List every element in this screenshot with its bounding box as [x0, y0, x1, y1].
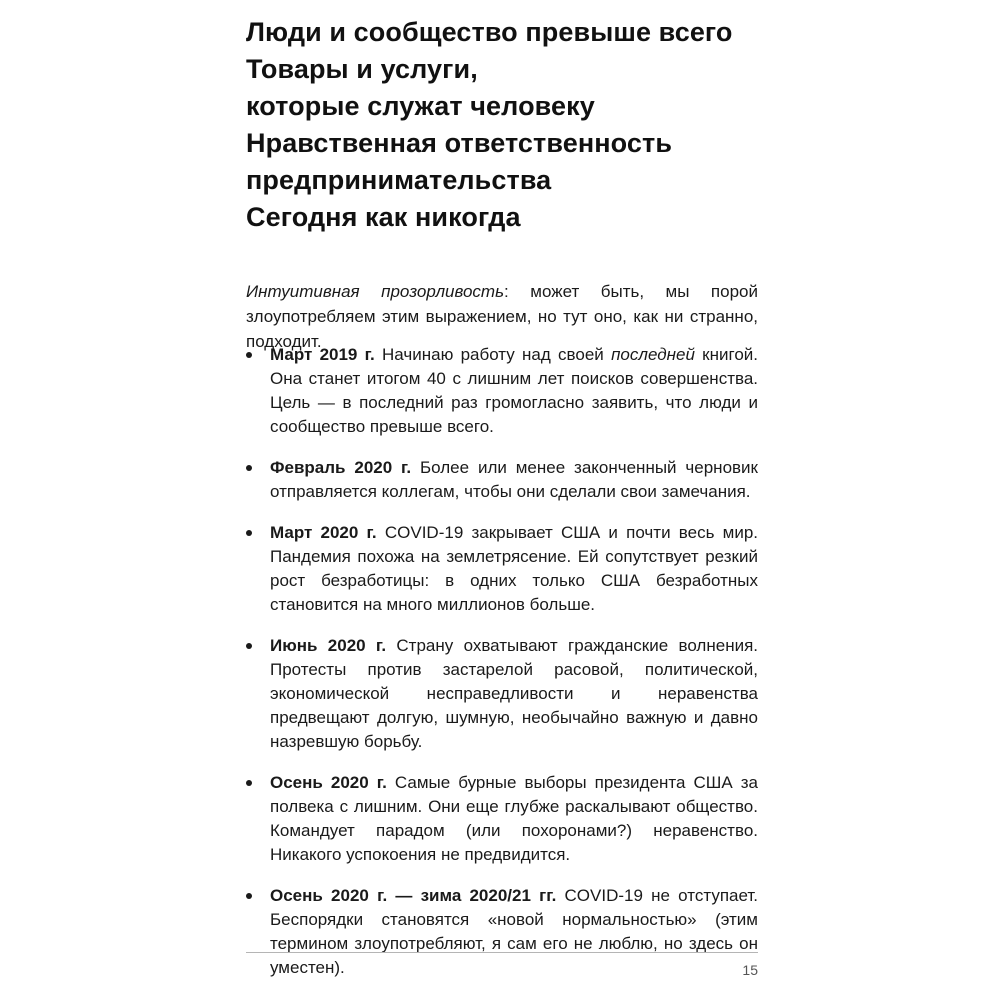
- chapter-title-block: [246, 14, 786, 236]
- list-item: [246, 456, 758, 504]
- bullet-icon: [246, 893, 252, 899]
- chapter-title-line: Нравственная ответственность: [246, 128, 673, 158]
- list-item-text: Самые бурные выборы президента США за полвека с лишним. Они еще глубже раскалывают общество. Командует парадом (или похоронами?) неравенство. Никакого успокоения не предвидится.: [270, 773, 758, 864]
- list-item: [246, 521, 758, 617]
- list-item-emphasis: последней: [611, 345, 695, 364]
- list-item-text: Более или менее законченный черновик отправляется коллегам, чтобы они сделали свои замечания.: [270, 458, 758, 501]
- chapter-title-line: Люди и сообщество превыше всего: [246, 17, 733, 47]
- list-item-date: Осень 2020 г.: [270, 773, 387, 792]
- list-item-date: Март 2020 г.: [270, 523, 377, 542]
- list-item: [246, 884, 758, 980]
- bullet-icon: [246, 465, 252, 471]
- bullet-icon: [246, 530, 252, 536]
- list-item-date: Июнь 2020 г.: [270, 636, 387, 655]
- chapter-title-line: которые служат человеку: [246, 91, 595, 121]
- page-number: 15: [742, 962, 758, 978]
- bullet-icon: [246, 643, 252, 649]
- book-page: [246, 0, 758, 1000]
- bullet-icon: [246, 780, 252, 786]
- list-item: [246, 771, 758, 867]
- list-item: [246, 634, 758, 754]
- list-item-text: Страну охватывают гражданские волнения. Протесты против застарелой расовой, политической, экономической несправедливости и неравенства предвещают долгую, шумную, необычайно важную и давно назревшую борьбу.: [270, 636, 759, 751]
- list-item-text: Начинаю работу над своей: [374, 345, 612, 364]
- chapter-title-line: Сегодня как никогда: [246, 202, 521, 232]
- list-item-text: COVID-19 закрывает США и почти весь мир. Пандемия похожа на землетрясение. Ей сопутствует резкий рост безработицы: в одних только США безработных становится на много миллионов больше.: [270, 523, 758, 614]
- list-item-text: COVID-19 не отступает. Беспорядки становятся «новой нормальностью» (этим термином злоупотребляют, я сам его не люблю, но здесь он уместен).: [270, 886, 759, 977]
- list-item-date: Февраль 2020 г.: [270, 458, 412, 477]
- chapter-title-line: Товары и услуги,: [246, 54, 478, 84]
- list-item-text: книгой. Она станет итогом 40 с лишним лет поисков совершенства. Цель — в последний раз громогласно заявить, что люди и сообщество превыше всего.: [270, 345, 758, 436]
- timeline-list: [246, 343, 758, 980]
- list-item-date: Март 2019 г.: [270, 345, 375, 364]
- bullet-icon: [246, 352, 252, 358]
- intro-italic-term: Интуитивная прозорливость: [246, 282, 505, 301]
- intro-text: : может быть, мы порой злоупотребляем этим выражением, но тут оно, как ни странно, подходит.: [246, 282, 758, 351]
- chapter-title-line: предпринимательства: [246, 165, 552, 195]
- list-item-date: Осень 2020 г. — зима 2020/21 гг.: [270, 886, 557, 905]
- list-item: [246, 343, 758, 439]
- footer-divider: [246, 952, 758, 953]
